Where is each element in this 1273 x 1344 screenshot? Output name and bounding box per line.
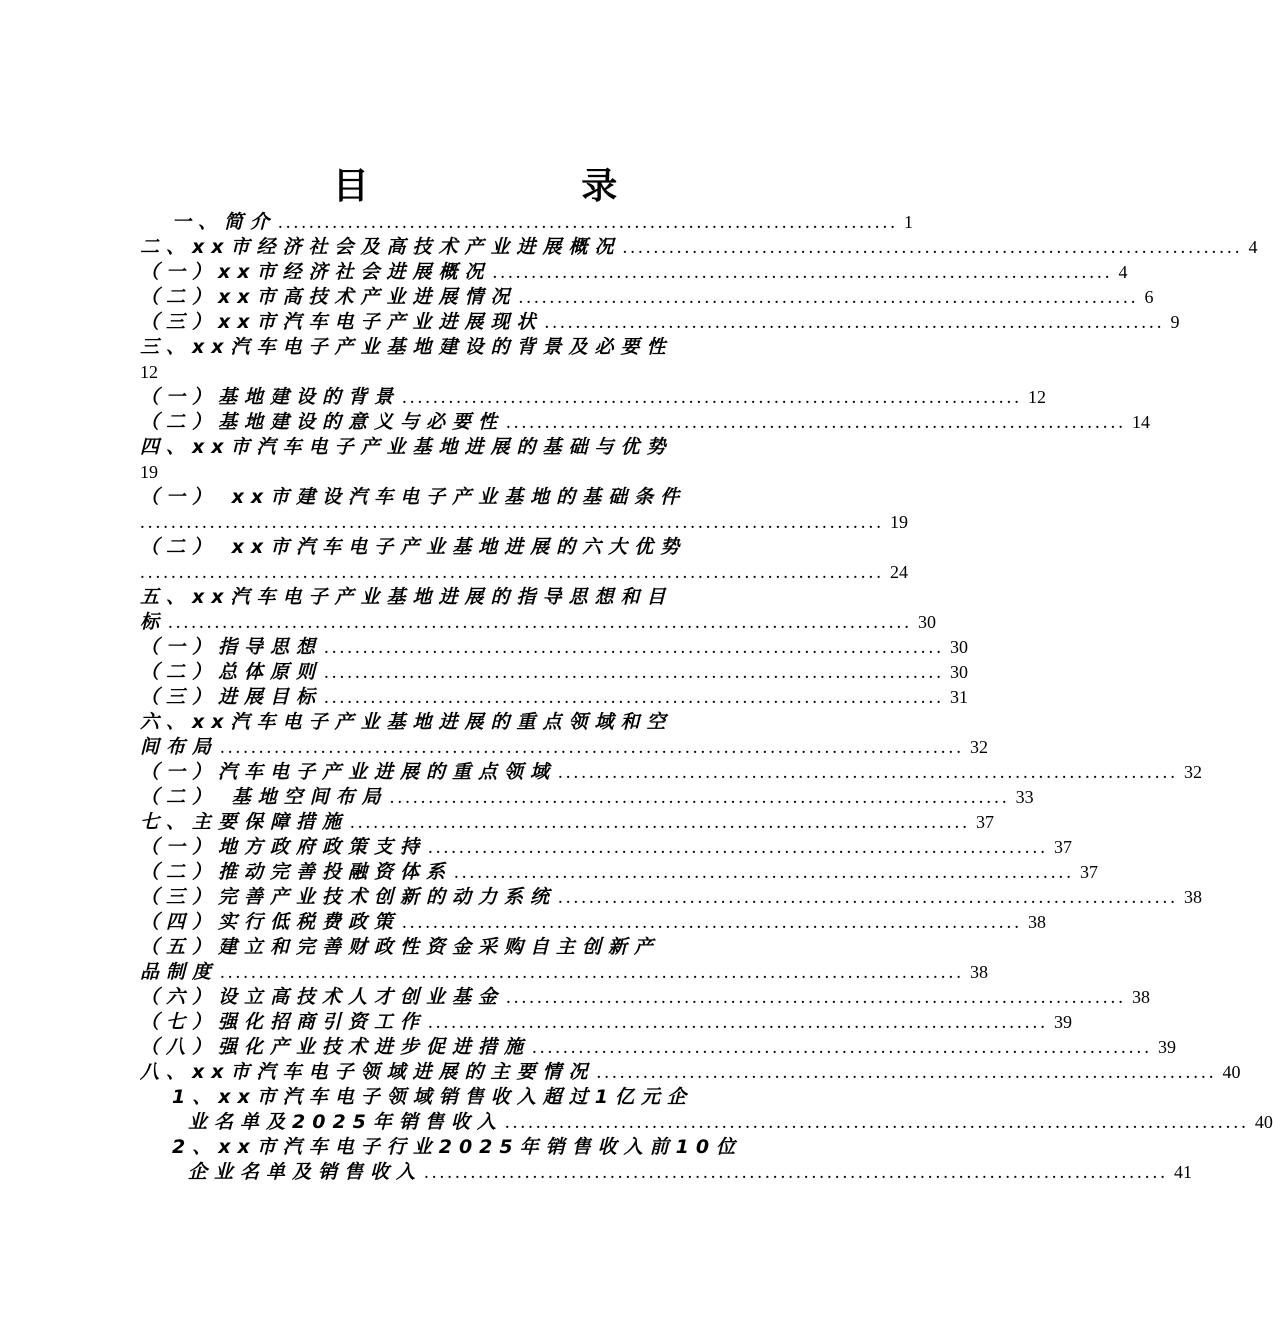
toc-entry[interactable] [140,685,969,710]
toc-entry-text: 企业名单及销售收入 [188,1161,423,1183]
toc-leader-dots: ................................................................................ [402,912,1023,933]
toc-entry-text[interactable]: （五）建立和完善财政性资金采购自主创新产 [140,936,661,958]
toc-leader-dots: ................................................................................ [622,237,1243,258]
toc-entry-text: （八）强化产业技术进步促进措施 [140,1036,531,1058]
toc-entry[interactable] [140,385,1047,410]
toc-page-number: 19 [890,512,908,532]
toc-leader-dots: ................................................................................ [454,862,1075,883]
toc-page-number: 38 [1132,987,1151,1007]
toc-entry-continuation [140,510,908,535]
toc-leader-dots: ................................................................................ [558,887,1179,908]
toc-entry[interactable] [140,835,1073,860]
toc-leader-dots: ................................................................................ [518,287,1139,308]
toc-entry-text: （二）推动完善投融资体系 [140,861,453,883]
toc-page-number: 24 [890,562,908,582]
toc-entry-text: 二、xx市经济社会及高技术产业进展概况 [140,236,621,258]
toc-page-number: 30 [950,662,969,682]
toc-entry-text: 品制度 [140,961,219,983]
toc-entry[interactable] [140,860,1099,885]
toc-leader-dots: ................................................................................ [506,987,1127,1008]
toc-leader-dots: ................................................................................................ [168,612,913,633]
toc-page-number: 33 [1015,787,1034,807]
toc-page-number: 30 [918,612,937,632]
toc-leader-dots: ................................................................................................ [140,562,884,583]
toc-leader-dots: ................................................................................ [389,787,1010,808]
toc-entry-text: （二）xx市高技术产业进展情况 [140,286,517,308]
toc-page-number: 40 [1222,1062,1241,1082]
toc-entry-text[interactable]: （二） xx市汽车电子产业基地进展的六大优势 [140,536,687,558]
toc-page-number: 1 [904,212,914,232]
toc-leader-dots: ................................................................................ [596,1062,1217,1083]
toc-entry-text: （一）指导思想 [140,636,323,658]
toc-entry-text[interactable]: 六、xx汽车电子产业基地进展的重点领域和空 [140,711,673,733]
toc-page-number: 30 [950,637,969,657]
toc-entry[interactable] [140,285,1154,310]
toc-leader-dots: ................................................................................................ [140,512,884,533]
table-of-contents [140,210,1273,1185]
toc-entry-continuation [140,1160,1193,1185]
toc-entry-text: （一）基地建设的背景 [140,386,401,408]
toc-entry-text[interactable]: 五、xx汽车电子产业基地进展的指导思想和目 [140,586,673,608]
toc-page-number: 41 [1174,1162,1193,1182]
toc-page-number: 39 [1158,1037,1177,1057]
toc-entry-text[interactable]: （一） xx市建设汽车电子产业基地的基础条件 [140,486,687,508]
toc-leader-dots: ................................................................................ [532,1037,1153,1058]
toc-entry-text: 标 [140,611,167,633]
toc-entry-text: （二）基地建设的意义与必要性 [140,411,505,433]
toc-page-number: 32 [970,737,989,757]
toc-entry-text: 七、主要保障措施 [140,811,349,833]
toc-leader-dots: ................................................................................ [558,762,1179,783]
toc-entry-continuation [140,1110,1273,1135]
toc-page-number: 39 [1054,1012,1073,1032]
toc-entry-continuation [140,960,989,985]
toc-leader-dots: ................................................................................ [350,812,971,833]
toc-leader-dots: ................................................................................................ [220,962,965,983]
toc-page-number: 37 [1080,862,1099,882]
toc-entry[interactable] [140,260,1128,285]
toc-entry-text[interactable]: 2、xx市汽车电子行业2025年销售收入前10位 [172,1136,743,1158]
toc-leader-dots: ................................................................................ [324,637,945,658]
toc-leader-dots: ................................................................................ [324,662,945,683]
toc-title: 目 录 [332,165,718,207]
toc-entry-text[interactable]: 1、xx市汽车电子领域销售收入超过1亿元企 [172,1086,693,1108]
toc-leader-dots: ................................................................................................ [424,1162,1169,1183]
toc-page-number: 12 [1028,387,1047,407]
toc-entry-text: 一、简介 [172,211,277,233]
toc-entry[interactable] [140,1010,1073,1035]
toc-entry-text[interactable]: 四、xx市汽车电子产业基地进展的基础与优势 [140,436,673,458]
toc-leader-dots: ................................................................................ [492,262,1113,283]
toc-page-number: 38 [970,962,989,982]
toc-leader-dots: ................................................................................ [428,1012,1049,1033]
toc-entry-text: （七）强化招商引资工作 [140,1011,427,1033]
toc-entry-text: （四）实行低税费政策 [140,911,401,933]
toc-page-number: 38 [1184,887,1203,907]
toc-page-number: 38 [1028,912,1047,932]
toc-page-number: 14 [1132,412,1151,432]
toc-page-number: 4 [1248,237,1258,257]
toc-entry[interactable] [140,910,1047,935]
toc-page-number: 32 [1184,762,1203,782]
toc-leader-dots: ................................................................................ [544,312,1165,333]
toc-entry[interactable] [140,810,995,835]
toc-page-number: 40 [1254,1112,1273,1132]
toc-entry[interactable] [140,985,1151,1010]
toc-entry-continuation [140,560,908,585]
toc-entry[interactable] [140,310,1180,335]
toc-entry[interactable] [140,1060,1241,1085]
toc-entry-text: 间布局 [140,736,219,758]
toc-entry-text: （一）xx市经济社会进展概况 [140,261,491,283]
toc-leader-dots: ................................................................................................ [504,1112,1249,1133]
toc-entry[interactable] [140,1035,1177,1060]
toc-entry[interactable] [140,410,1151,435]
toc-entry-text: （六）设立高技术人才创业基金 [140,986,505,1008]
toc-entry[interactable] [140,635,969,660]
toc-leader-dots: ................................................................................ [402,387,1023,408]
toc-entry[interactable] [140,885,1203,910]
toc-entry-continuation [140,735,989,760]
toc-page-number: 37 [1054,837,1073,857]
toc-entry-text: 八、xx市汽车电子领域进展的主要情况 [140,1061,595,1083]
toc-entry[interactable] [140,235,1258,260]
toc-entry-text: （一）地方政府政策支持 [140,836,427,858]
toc-leader-dots: ................................................................................ [278,212,899,233]
toc-page-number: 31 [950,687,969,707]
toc-page-number: 4 [1118,262,1128,282]
toc-entry-text: （三）xx市汽车电子产业进展现状 [140,311,543,333]
toc-entry-text: 业名单及2025年销售收入 [188,1111,503,1133]
toc-leader-dots: ................................................................................ [428,837,1049,858]
toc-entry-text: （三）进展目标 [140,686,323,708]
toc-entry[interactable] [140,760,1203,785]
toc-page-number: 12 [140,362,158,382]
toc-leader-dots: ................................................................................ [324,687,945,708]
toc-entry-text: （三）完善产业技术创新的动力系统 [140,886,557,908]
toc-entry[interactable] [140,785,1034,810]
toc-entry-text: （二）总体原则 [140,661,323,683]
toc-leader-dots: ................................................................................................ [220,737,965,758]
toc-entry-text: （二） 基地空间布局 [140,786,388,808]
toc-entry[interactable] [140,210,914,235]
toc-leader-dots: ................................................................................ [506,412,1127,433]
toc-page-number: 37 [976,812,995,832]
toc-entry-text[interactable]: 三、xx汽车电子产业基地建设的背景及必要性 [140,336,673,358]
toc-page-number: 19 [140,462,158,482]
toc-entry-continuation [140,610,937,635]
toc-entry-text: （一）汽车电子产业进展的重点领域 [140,761,557,783]
toc-page-number: 6 [1144,287,1154,307]
toc-page-number: 9 [1170,312,1180,332]
toc-entry[interactable] [140,660,969,685]
